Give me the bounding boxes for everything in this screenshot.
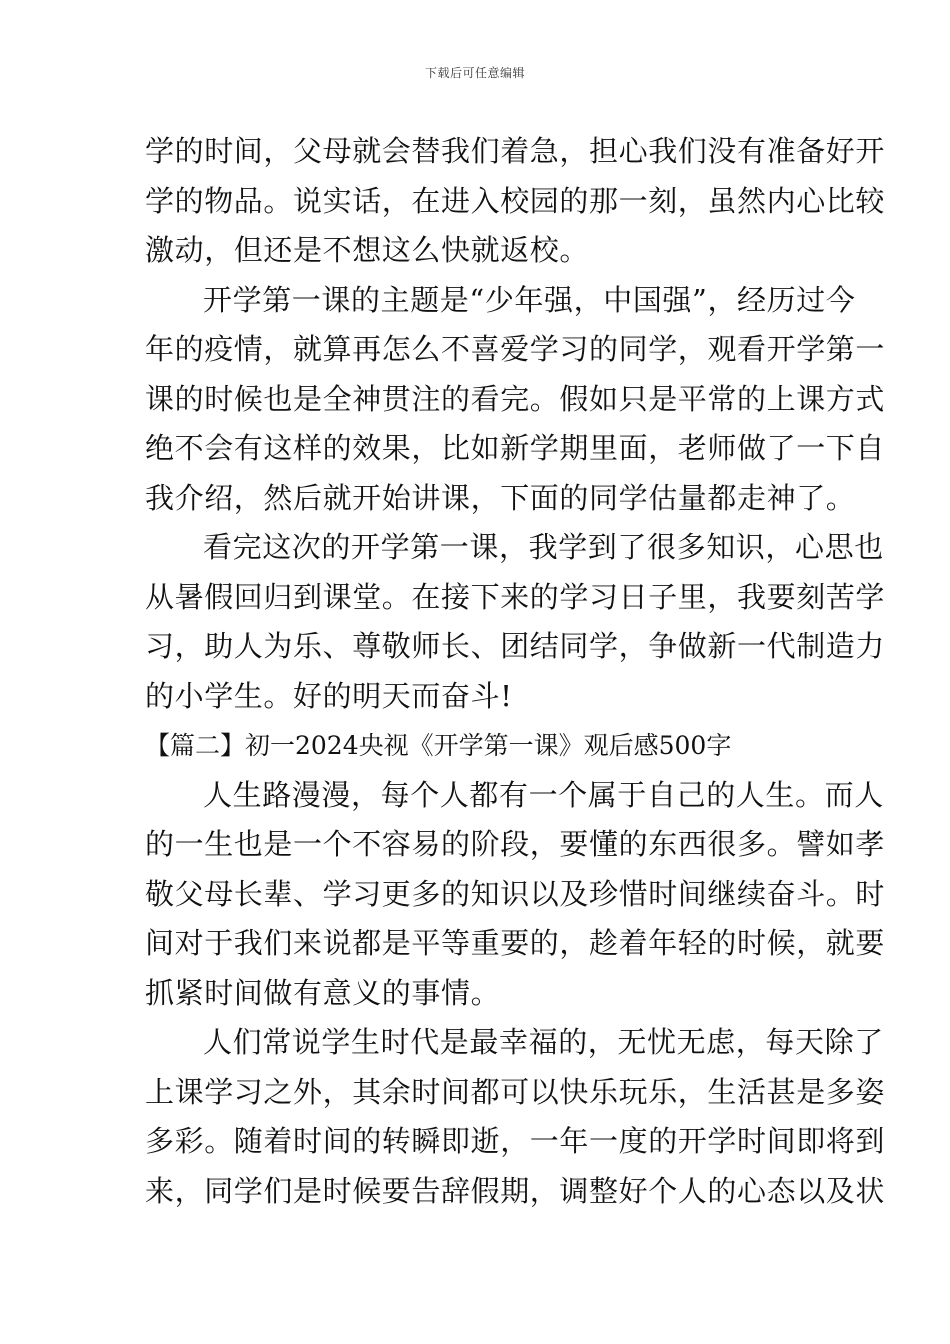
paragraph-first-line: 人生路漫漫，每个人都有一个属于自己的人生。而人 — [203, 777, 884, 812]
text-line: 抓紧时间做有意义的事情。 — [145, 975, 501, 1010]
section-heading: 【篇二】初一2024央视《开学第一课》观后感500字 — [145, 731, 732, 760]
text-line: 课的时候也是全神贯注的看完。假如只是平常的上课方式 — [145, 381, 886, 416]
text-line: 来，同学们是时候要告辞假期，调整好个人的心态以及状 — [145, 1173, 886, 1208]
text-line: 习，助人为乐、尊敬师长、团结同学，争做新一代制造力 — [145, 629, 886, 663]
text-line: 我介绍，然后就开始讲课，下面的同学估量都走神了。 — [145, 480, 856, 515]
text-line: 年的疫情，就算再怎么不喜爱学习的同学，观看开学第一 — [145, 332, 886, 366]
text-line: 间对于我们来说都是平等重要的，趁着年轻的时候，就要 — [145, 926, 886, 960]
page-header: 下载后可任意编辑 — [424, 66, 525, 80]
text-line: 的一生也是一个不容易的阶段，要懂的东西很多。譬如孝 — [145, 827, 886, 861]
text-line: 激动，但还是不想这么快就返校。 — [145, 233, 590, 267]
text-line: 学的时间，父母就会替我们着急，担心我们没有准备好开 — [145, 134, 886, 168]
paragraph-first-line: 开学第一课的主题是“少年强，中国强”，经历过今 — [203, 282, 856, 317]
text-line: 学的物品。说实话，在进入校园的那一刻，虽然内心比较 — [145, 183, 886, 218]
paragraph-first-line: 人们常说学生时代是最幸福的，无忧无虑，每天除了 — [203, 1025, 884, 1059]
text-line: 上课学习之外，其余时间都可以快乐玩乐，生活甚是多姿 — [145, 1074, 886, 1109]
paragraph-first-line: 看完这次的开学第一课，我学到了很多知识，心思也 — [203, 530, 884, 564]
text-line: 多彩。随着时间的转瞬即逝，一年一度的开学时间即将到 — [145, 1124, 886, 1158]
text-line: 的小学生。好的明天而奋斗! — [145, 678, 513, 713]
text-line: 从暑假回归到课堂。在接下来的学习日子里，我要刻苦学 — [145, 579, 886, 614]
text-line: 绝不会有这样的效果，比如新学期里面，老师做了一下自 — [145, 431, 886, 465]
text-line: 敬父母长辈、学习更多的知识以及珍惜时间继续奋斗。时 — [145, 876, 886, 911]
document-body — [145, 127, 886, 1216]
